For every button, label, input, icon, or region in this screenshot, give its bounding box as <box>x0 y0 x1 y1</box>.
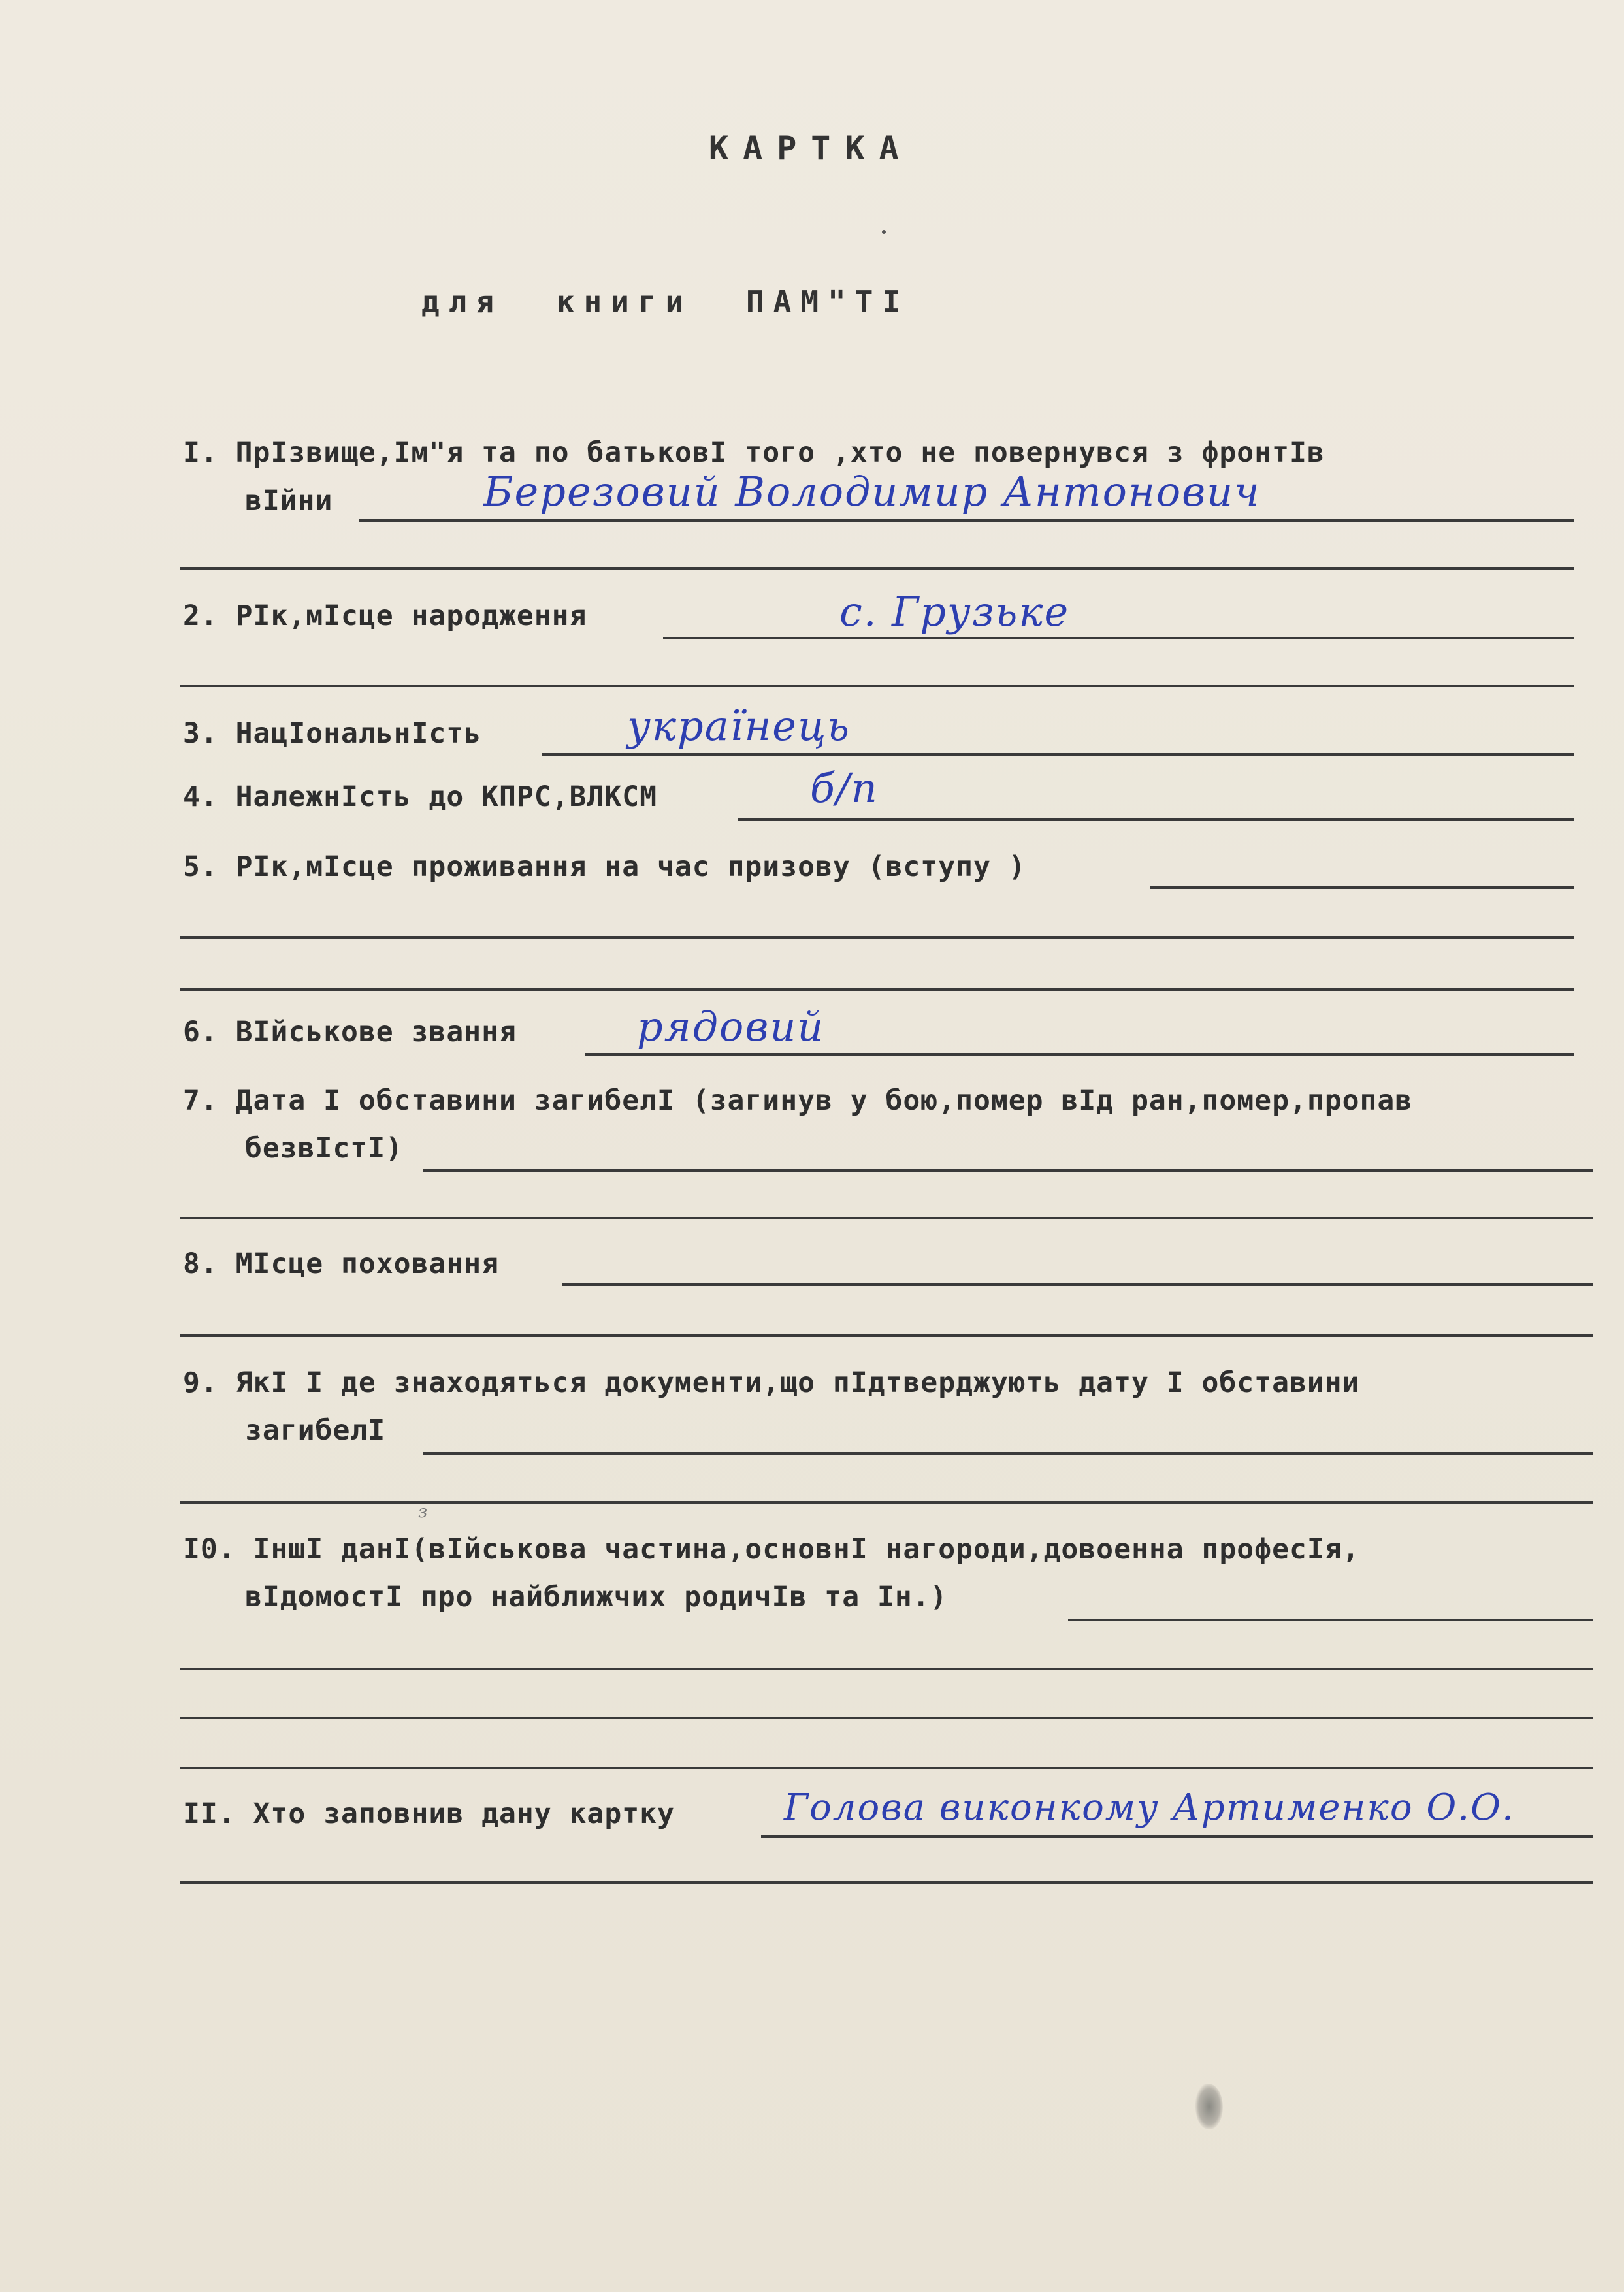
pencil-mark: з <box>418 1502 428 1522</box>
field-10-extra-line-3 <box>180 1767 1593 1769</box>
field-9-label-line1: 9. ЯкІ І де знаходяться документи,що пІдтверджують дату І обставини <box>183 1366 1360 1399</box>
field-2-handwritten-value: с. Грузьке <box>839 588 1070 636</box>
field-6-handwritten-value: рядовий <box>637 1003 825 1050</box>
field-11-handwritten-value: Голова виконкому Артименко О.О. <box>784 1786 1515 1829</box>
field-5-extra-line-2 <box>180 988 1574 991</box>
field-11-line <box>761 1835 1593 1838</box>
field-7-label-line2: безвІстІ) <box>245 1132 403 1165</box>
field-10-line <box>1068 1619 1593 1621</box>
field-1-extra-line <box>180 567 1574 570</box>
field-10-label-line2: вІдомостІ про найближчих родичІв та Ін.) <box>245 1581 948 1613</box>
field-1-label-line2: вІйни <box>245 485 333 517</box>
field-1-label-line1: I. ПрІзвище,Ім"я та по батьковІ того ,хто не повернувся з фронтІв <box>183 436 1325 469</box>
field-6-line <box>585 1053 1574 1056</box>
field-9-line <box>423 1452 1593 1455</box>
field-11-label: II. Хто заповнив дану картку <box>183 1798 675 1830</box>
field-5-line <box>1150 886 1574 889</box>
field-1-handwritten-value: Березовий Володимир Антонович <box>483 468 1261 515</box>
field-4-label: 4. НалежнІсть до КПРС,ВЛКСМ <box>183 781 657 813</box>
field-5-label: 5. РІк,мІсце проживання на час призову (вступу ) <box>183 850 1026 883</box>
field-3-line <box>542 753 1574 756</box>
field-9-extra-line <box>180 1501 1593 1504</box>
field-5-extra-line-1 <box>180 936 1574 939</box>
field-10-label-line1: I0. ІншІ данІ(вІйськова частина,основнІ нагороди,довоенна професІя, <box>183 1533 1360 1566</box>
field-1-line <box>359 519 1574 522</box>
field-3-handwritten-value: українець <box>627 702 851 750</box>
field-2-line <box>663 637 1574 639</box>
field-9-label-line2: загибелІ <box>245 1414 386 1447</box>
field-8-label: 8. МІсце поховання <box>183 1248 499 1280</box>
card-subtitle: для книги ПАМ"ТІ <box>421 284 910 319</box>
field-4-handwritten-value: б/п <box>810 764 879 812</box>
field-10-extra-line-2 <box>180 1717 1593 1719</box>
field-2-label: 2. РІк,мІсце народження <box>183 600 587 632</box>
field-8-line <box>562 1283 1593 1286</box>
field-4-line <box>738 818 1574 821</box>
ink-smudge <box>1195 2084 1223 2129</box>
card-title: КАРТКА <box>709 129 913 167</box>
field-6-label: 6. ВІйськове звання <box>183 1016 517 1048</box>
field-3-label: 3. НацІональнІсть <box>183 717 482 750</box>
field-11-extra-line <box>180 1881 1593 1884</box>
field-7-extra-line <box>180 1217 1593 1219</box>
field-10-extra-line-1 <box>180 1668 1593 1670</box>
field-2-extra-line <box>180 685 1574 687</box>
field-7-label-line1: 7. Дата І обставини загибелІ (загинув у бою,помер вІд ран,помер,пропав <box>183 1084 1413 1117</box>
ink-dot <box>882 230 886 234</box>
field-7-line <box>423 1169 1593 1172</box>
field-8-extra-line <box>180 1334 1593 1337</box>
